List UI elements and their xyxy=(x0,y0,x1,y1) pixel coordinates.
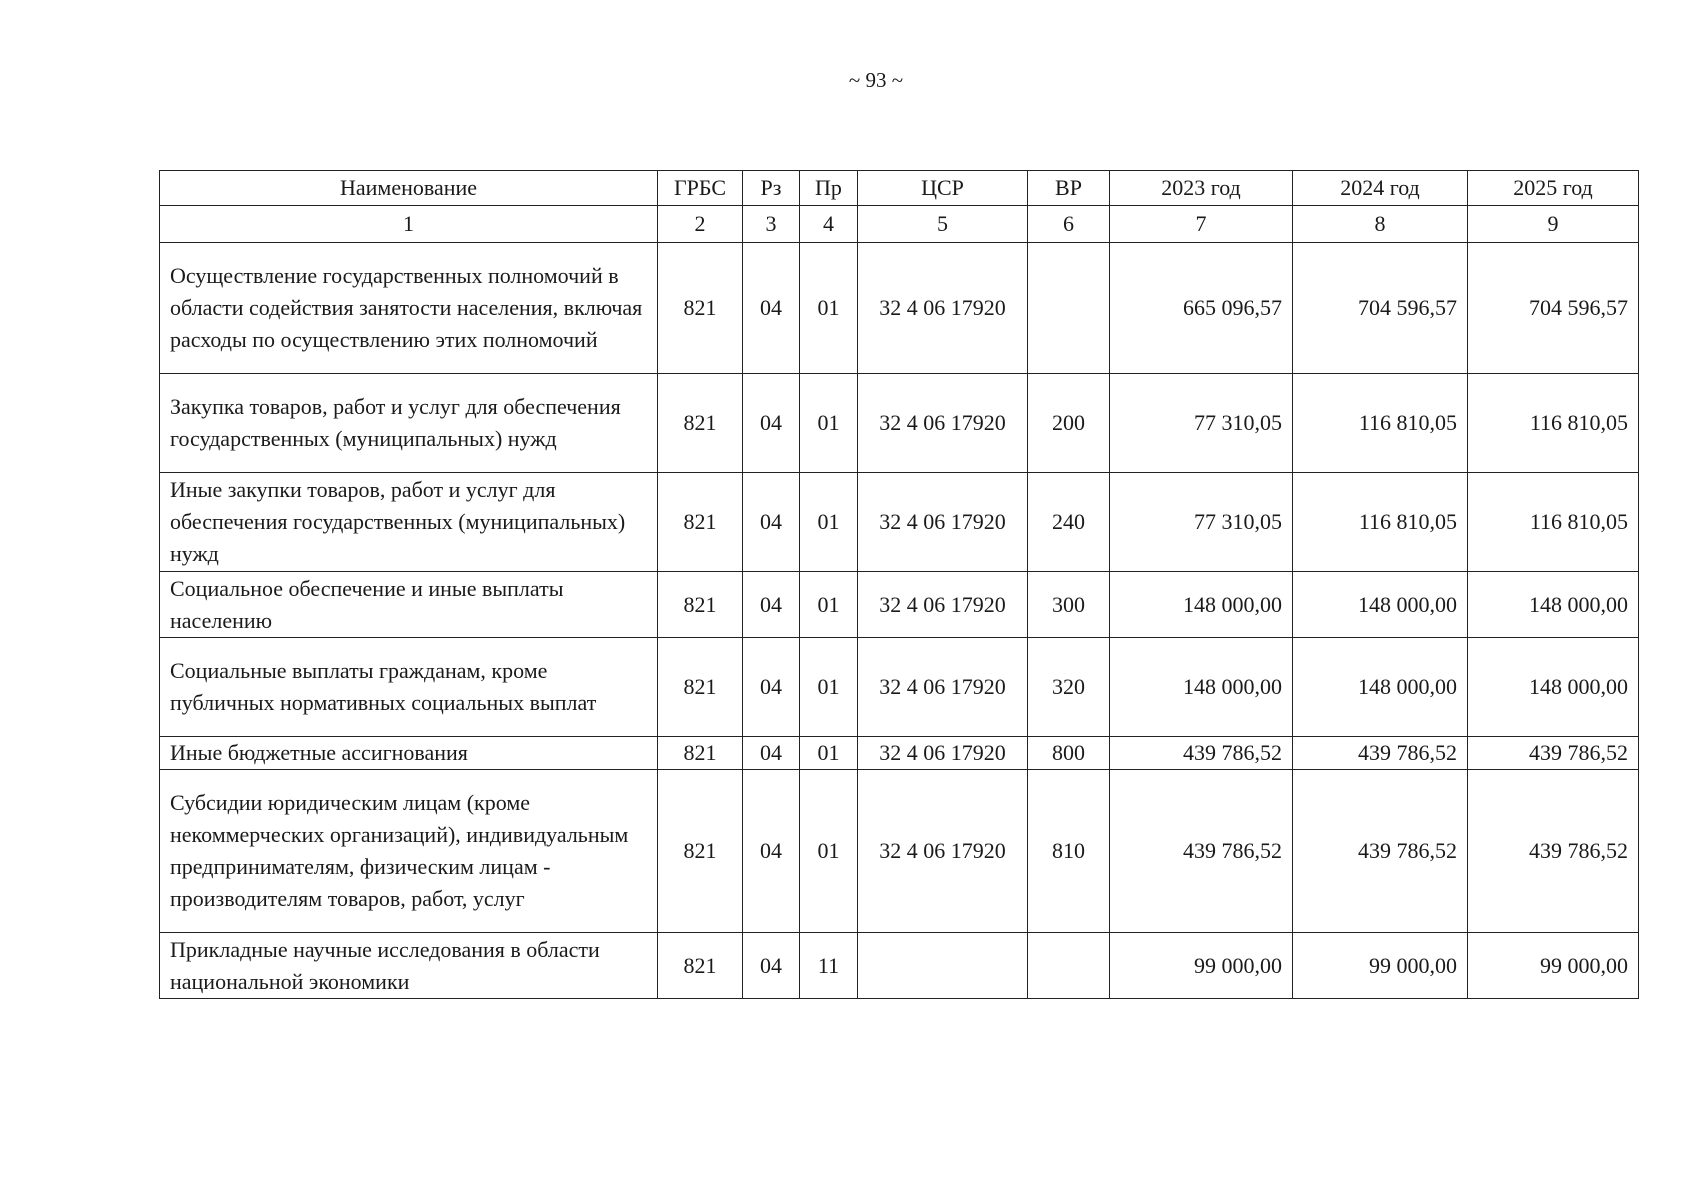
row-grbs: 821 xyxy=(658,638,743,737)
row-grbs: 821 xyxy=(658,374,743,473)
row-2024: 439 786,52 xyxy=(1293,737,1468,770)
row-vr: 300 xyxy=(1028,572,1110,638)
row-rz: 04 xyxy=(743,770,800,933)
column-header: ВР xyxy=(1028,171,1110,206)
row-2023: 439 786,52 xyxy=(1110,770,1293,933)
row-2025: 439 786,52 xyxy=(1468,770,1639,933)
column-header: 2025 год xyxy=(1468,171,1639,206)
column-number: 2 xyxy=(658,206,743,243)
row-grbs: 821 xyxy=(658,770,743,933)
row-2023: 77 310,05 xyxy=(1110,374,1293,473)
row-2025: 439 786,52 xyxy=(1468,737,1639,770)
row-2023: 148 000,00 xyxy=(1110,638,1293,737)
column-number: 3 xyxy=(743,206,800,243)
row-pr: 11 xyxy=(800,933,858,999)
row-csr: 32 4 06 17920 xyxy=(858,243,1028,374)
column-number: 4 xyxy=(800,206,858,243)
column-number: 8 xyxy=(1293,206,1468,243)
row-2023: 99 000,00 xyxy=(1110,933,1293,999)
column-header: Наименование xyxy=(160,171,658,206)
row-pr: 01 xyxy=(800,473,858,572)
column-number-row xyxy=(160,206,1639,243)
row-2025: 116 810,05 xyxy=(1468,374,1639,473)
row-2024: 99 000,00 xyxy=(1293,933,1468,999)
table-row xyxy=(160,770,1639,933)
row-rz: 04 xyxy=(743,243,800,374)
row-name: Прикладные научные исследования в области национальной экономики xyxy=(160,933,658,999)
row-pr: 01 xyxy=(800,638,858,737)
row-2025: 148 000,00 xyxy=(1468,638,1639,737)
row-csr: 32 4 06 17920 xyxy=(858,473,1028,572)
table-row xyxy=(160,933,1639,999)
row-name: Закупка товаров, работ и услуг для обеспечения государственных (муниципальных) нужд xyxy=(160,374,658,473)
table-row xyxy=(160,638,1639,737)
row-2024: 704 596,57 xyxy=(1293,243,1468,374)
row-2025: 704 596,57 xyxy=(1468,243,1639,374)
column-header: ЦСР xyxy=(858,171,1028,206)
column-header: Пр xyxy=(800,171,858,206)
row-csr: 32 4 06 17920 xyxy=(858,638,1028,737)
row-name: Иные бюджетные ассигнования xyxy=(160,737,658,770)
row-csr: 32 4 06 17920 xyxy=(858,737,1028,770)
row-name: Социальное обеспечение и иные выплаты населению xyxy=(160,572,658,638)
row-name: Социальные выплаты гражданам, кроме публичных нормативных социальных выплат xyxy=(160,638,658,737)
row-pr: 01 xyxy=(800,243,858,374)
row-2024: 116 810,05 xyxy=(1293,374,1468,473)
row-rz: 04 xyxy=(743,933,800,999)
table-row xyxy=(160,737,1639,770)
row-2024: 148 000,00 xyxy=(1293,572,1468,638)
column-header: 2024 год xyxy=(1293,171,1468,206)
row-grbs: 821 xyxy=(658,933,743,999)
table-row xyxy=(160,243,1639,374)
column-number: 9 xyxy=(1468,206,1639,243)
row-pr: 01 xyxy=(800,572,858,638)
row-2023: 148 000,00 xyxy=(1110,572,1293,638)
row-csr: 32 4 06 17920 xyxy=(858,374,1028,473)
row-2023: 439 786,52 xyxy=(1110,737,1293,770)
row-csr: 32 4 06 17920 xyxy=(858,770,1028,933)
table-row xyxy=(160,374,1639,473)
row-vr: 240 xyxy=(1028,473,1110,572)
table-row xyxy=(160,473,1639,572)
row-2025: 116 810,05 xyxy=(1468,473,1639,572)
column-header: Рз xyxy=(743,171,800,206)
row-grbs: 821 xyxy=(658,243,743,374)
row-rz: 04 xyxy=(743,737,800,770)
row-vr: 200 xyxy=(1028,374,1110,473)
column-number: 5 xyxy=(858,206,1028,243)
row-csr xyxy=(858,933,1028,999)
table-row xyxy=(160,572,1639,638)
row-name: Иные закупки товаров, работ и услуг для обеспечения государственных (муниципальных) нужд xyxy=(160,473,658,572)
row-2024: 148 000,00 xyxy=(1293,638,1468,737)
row-2023: 665 096,57 xyxy=(1110,243,1293,374)
row-name: Осуществление государственных полномочий в области содействия занятости населения, включая расходы по осуществлению этих полномочий xyxy=(160,243,658,374)
row-pr: 01 xyxy=(800,770,858,933)
row-2024: 116 810,05 xyxy=(1293,473,1468,572)
row-2024: 439 786,52 xyxy=(1293,770,1468,933)
row-rz: 04 xyxy=(743,473,800,572)
column-number: 6 xyxy=(1028,206,1110,243)
row-grbs: 821 xyxy=(658,473,743,572)
row-2025: 148 000,00 xyxy=(1468,572,1639,638)
budget-table xyxy=(159,170,1639,999)
row-grbs: 821 xyxy=(658,737,743,770)
row-rz: 04 xyxy=(743,572,800,638)
row-vr xyxy=(1028,243,1110,374)
row-csr: 32 4 06 17920 xyxy=(858,572,1028,638)
row-pr: 01 xyxy=(800,374,858,473)
row-grbs: 821 xyxy=(658,572,743,638)
column-number: 7 xyxy=(1110,206,1293,243)
row-vr: 810 xyxy=(1028,770,1110,933)
row-pr: 01 xyxy=(800,737,858,770)
row-vr xyxy=(1028,933,1110,999)
row-rz: 04 xyxy=(743,638,800,737)
table-header-row xyxy=(160,171,1639,206)
row-2025: 99 000,00 xyxy=(1468,933,1639,999)
row-vr: 320 xyxy=(1028,638,1110,737)
column-header: ГРБС xyxy=(658,171,743,206)
row-name: Субсидии юридическим лицам (кроме некоммерческих организаций), индивидуальным предпринимателям, физическим лицам - производителям товаров, работ, услуг xyxy=(160,770,658,933)
row-vr: 800 xyxy=(1028,737,1110,770)
row-2023: 77 310,05 xyxy=(1110,473,1293,572)
column-header: 2023 год xyxy=(1110,171,1293,206)
page-number: ~ 93 ~ xyxy=(848,68,904,92)
column-number: 1 xyxy=(160,206,658,243)
row-rz: 04 xyxy=(743,374,800,473)
